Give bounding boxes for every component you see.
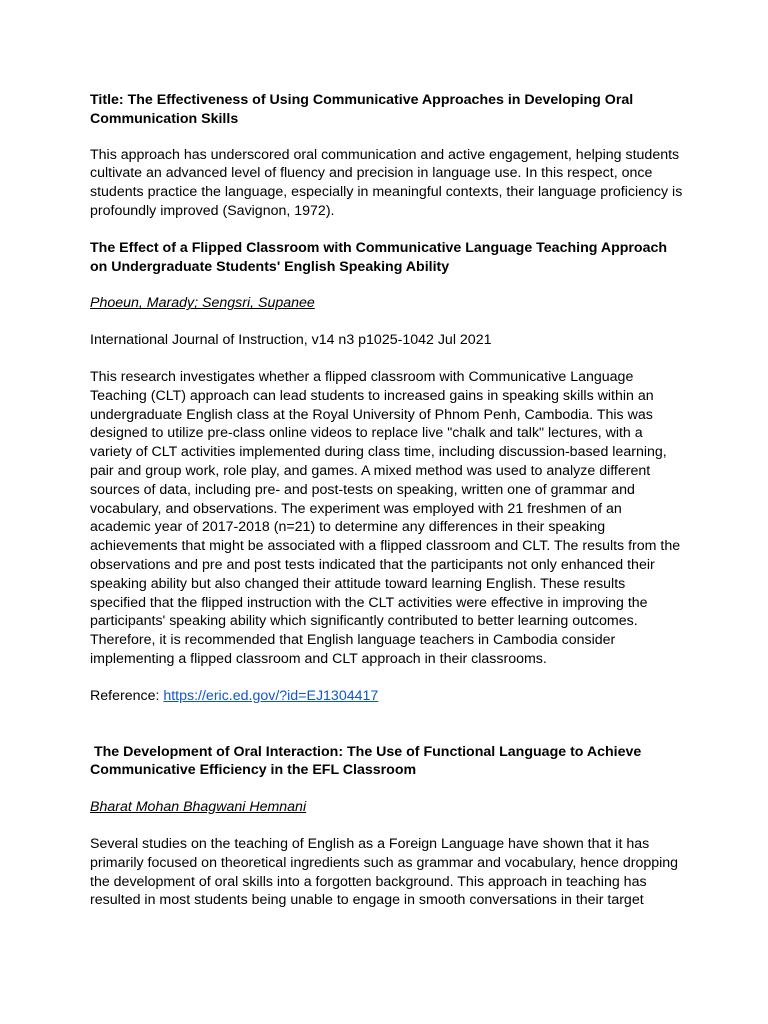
article-2-heading-text: The Development of Oral Interaction: The Use of Functional Language to Achieve Communicative Efficiency in the EFL Classroom <box>90 743 646 779</box>
article-1-heading: The Effect of a Flipped Classroom with Communicative Language Teaching Approach on Undergraduate Students' English Speaking Ability <box>90 239 668 275</box>
article-2-heading <box>90 743 684 781</box>
article-1-authors: Phoeun, Marady; Sengsri, Supanee <box>90 295 315 312</box>
reference-label: Reference: <box>90 687 164 704</box>
reference-link[interactable]: https://eric.ed.gov/?id=EJ1304417 <box>163 687 379 704</box>
article-1-reference <box>90 687 684 706</box>
article-2-authors: Bharat Mohan Bhagwani Hemnani <box>90 799 307 816</box>
article-1-citation: International Journal of Instruction, v14 n3 p1025-1042 Jul 2021 <box>90 332 492 349</box>
article-2-abstract: Several studies on the teaching of English as a Foreign Language have shown that it has primarily focused on theoretical ingredients such as grammar and vocabulary, hence dropping the development of oral skills into a forgotten background. This approach in teaching has resulted in most students being unable to engage in smooth conversations in their target <box>90 835 679 909</box>
document-page <box>90 91 684 928</box>
document-title: Title: The Effectiveness of Using Communicative Approaches in Developing Oral Communication Skills <box>90 92 634 127</box>
article-1-abstract: This research investigates whether a flipped classroom with Communicative Language Teaching (CLT) approach can lead students to increased gains in speaking skills within an undergraduate English class at the Royal University of Phnom Penh, Cambodia. This was designed to utilize pre-class online videos to replace live "chalk and talk" lectures, with a variety of CLT activities implemented during class time, including discussion-based learning, pair and group work, role play, and games. A mixed method was used to analyze different sources of data, including pre- and post-tests on speaking, written one of grammar and vocabulary, and observations. The experiment was employed with 21 freshmen of an academic year of 2017-2018 (n=21) to determine any differences in their speaking achievements that might be associated with a flipped classroom and CLT. The results from the observations and pre and post tests indicated that the participants not only enhanced their speaking ability but also changed their attitude toward learning English. These results specified that the flipped instruction with the CLT activities were effective in improving the participants' speaking ability which significantly contributed to better learning outcomes. Therefore, it is recommended that English language teachers in Cambodia consider implementing a flipped classroom and CLT approach in their classrooms. <box>90 368 681 667</box>
intro-paragraph: This approach has underscored oral communication and active engagement, helping students cultivate an advanced level of fluency and precision in language use. In this respect, once students practice the language, especially in meaningful contexts, their language proficiency is profoundly improved (Savignon, 1972). <box>90 146 683 219</box>
